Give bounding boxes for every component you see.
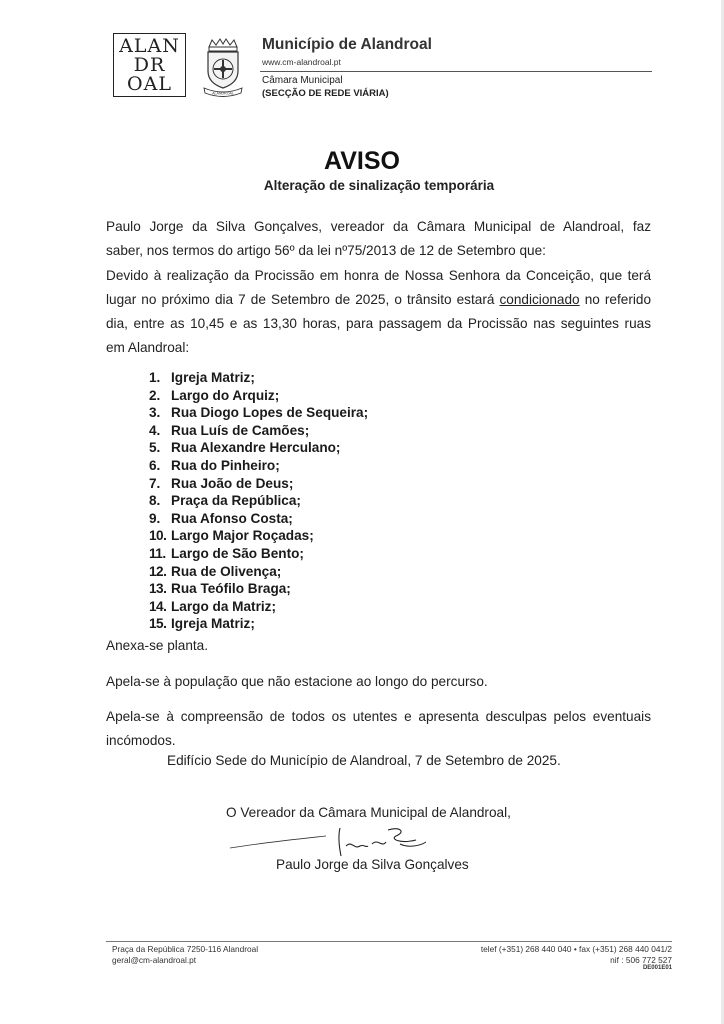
logo-line-3: OAL bbox=[127, 73, 172, 95]
intro-line-2: saber, nos termos do artigo 56º da lei nº75/2013 de 12 de Setembro que: bbox=[106, 243, 546, 259]
apology-line-1: Apela-se à compreensão de todos os utentes e apresenta desculpas pelos eventuais bbox=[106, 709, 651, 724]
list-item: 13. Rua Teófilo Braga; bbox=[149, 581, 291, 597]
list-item: 1. Igreja Matriz; bbox=[149, 370, 255, 385]
notice-subtitle: Alteração de sinalização temporária bbox=[263, 178, 495, 193]
footer-address: Praça da República 7250-116 Alandroal bbox=[112, 944, 259, 954]
municipality-website: www.cm-alandroal.pt bbox=[262, 57, 341, 67]
apology-paragraph bbox=[106, 705, 651, 754]
document-code: DE001E01 bbox=[642, 965, 672, 971]
road-list bbox=[149, 369, 368, 633]
parking-appeal: Apela-se à população que não estacione ao longo do percurso. bbox=[106, 674, 488, 689]
list-item: 14. Largo da Matriz; bbox=[149, 598, 276, 614]
list-item: 12. Rua de Olivença; bbox=[149, 563, 282, 579]
municipality-logo bbox=[113, 33, 186, 97]
list-item: 10. Largo Major Roçadas; bbox=[149, 528, 314, 544]
annex-note: Anexa-se planta. bbox=[106, 638, 209, 653]
closing-line: O Vereador da Câmara Municipal de Alandroal, bbox=[226, 805, 511, 820]
footer-nif: nif : 506 772 527 bbox=[610, 955, 672, 965]
logo-line-2: DR bbox=[133, 54, 166, 76]
list-item: 7. Rua João de Deus; bbox=[149, 475, 294, 491]
footer-phone-fax: telef (+351) 268 440 040 • fax (+351) 268 440 041/2 bbox=[480, 944, 672, 954]
intro-line-4a: lugar no próximo dia 7 de Setembro de 2025, o trânsito estará bbox=[106, 291, 500, 307]
intro-line-5: dia, entre as 10,45 e as 13,30 horas, para passagem da Procissão nas seguintes ruas bbox=[106, 316, 651, 332]
intro-conditioned-word: condicionado bbox=[499, 291, 580, 307]
list-item: 4. Rua Luís de Camões; bbox=[149, 422, 310, 438]
list-item: 3. Rua Diogo Lopes de Sequeira; bbox=[149, 405, 369, 421]
list-item: 11. Largo de São Bento; bbox=[149, 545, 304, 561]
department-name: Câmara Municipal bbox=[262, 75, 343, 86]
list-item: 2. Largo do Arquiz; bbox=[149, 387, 280, 403]
list-item: 5. Rua Alexandre Herculano; bbox=[149, 440, 341, 456]
intro-line-3: Devido à realização da Procissão em honra de Nossa Senhora da Conceição, que terá bbox=[106, 267, 651, 283]
intro-line-1: Paulo Jorge da Silva Gonçalves, vereador da Câmara Municipal de Alandroal, faz bbox=[106, 219, 651, 234]
municipal-coat-of-arms-icon bbox=[201, 38, 245, 98]
intro-line-4b: no referido bbox=[579, 291, 651, 307]
intro-line-4 bbox=[106, 288, 651, 312]
apology-line-2: incómodos. bbox=[106, 733, 176, 749]
list-item: 9. Rua Afonso Costa; bbox=[149, 510, 293, 526]
intro-line-6: em Alandroal: bbox=[106, 340, 190, 356]
signer-name: Paulo Jorge da Silva Gonçalves bbox=[276, 857, 469, 872]
section-name: (SECÇÃO DE REDE VIÁRIA) bbox=[262, 88, 389, 99]
footer-divider bbox=[106, 941, 672, 942]
header-divider bbox=[260, 71, 652, 72]
footer-email: geral@cm-alandroal.pt bbox=[112, 955, 197, 965]
municipality-name: Município de Alandroal bbox=[262, 36, 432, 53]
notice-title: AVISO bbox=[324, 147, 400, 175]
crest-caption: ALANDROAL bbox=[212, 91, 234, 96]
place-and-date: Edifício Sede do Município de Alandroal, 7 de Setembro de 2025. bbox=[167, 753, 561, 768]
list-item: 6. Rua do Pinheiro; bbox=[149, 457, 280, 473]
list-item: 8. Praça da República; bbox=[149, 493, 301, 509]
notice-intro bbox=[106, 215, 651, 361]
list-item: 15. Igreja Matriz; bbox=[149, 616, 255, 632]
logo-line-1: ALAN bbox=[119, 35, 180, 57]
